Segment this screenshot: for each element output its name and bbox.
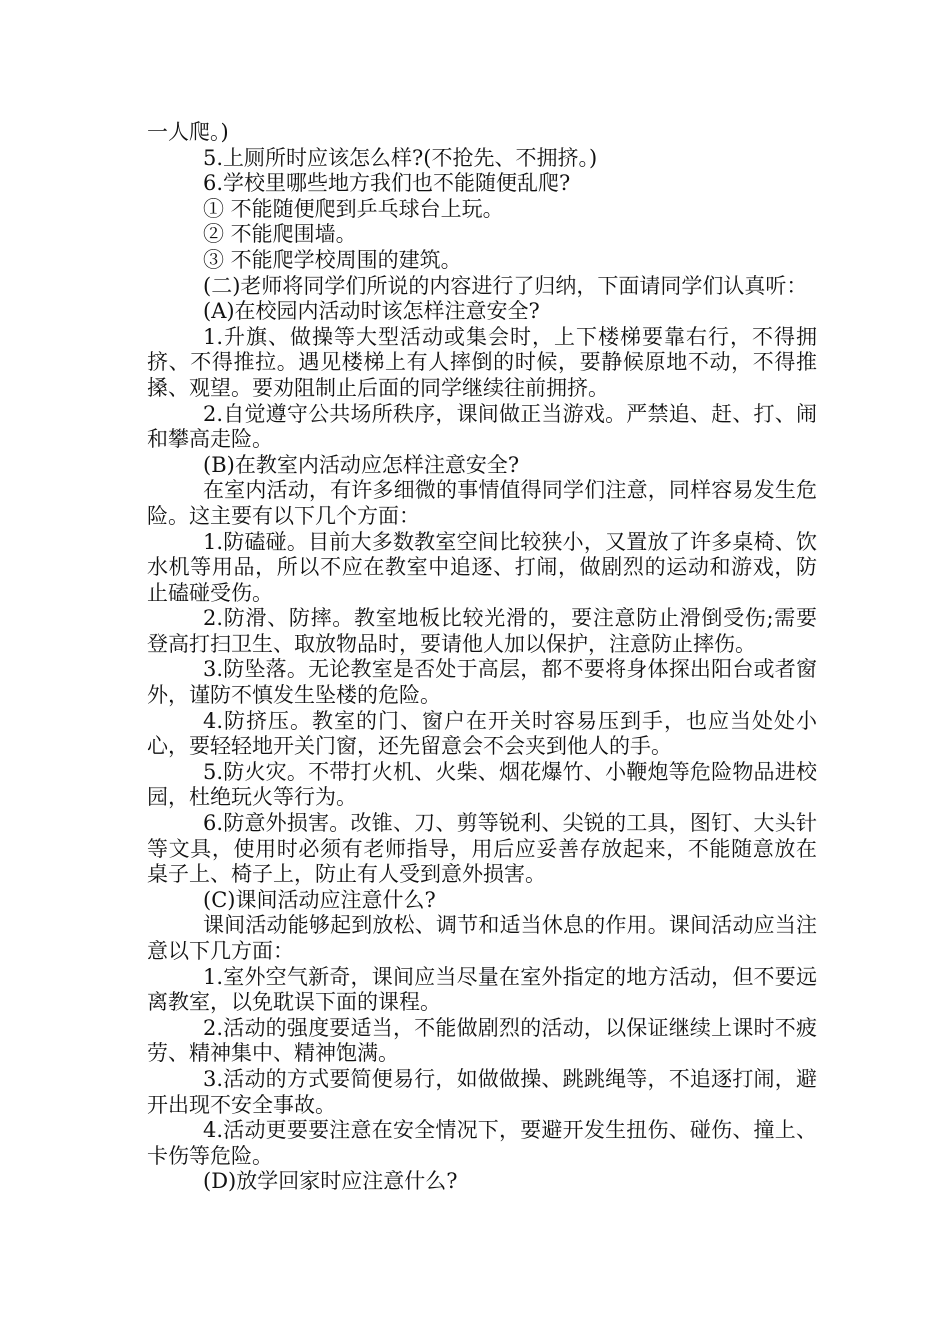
campus-rule-1: 1.升旗、做操等大型活动或集会时，上下楼梯要靠右行，不得拥挤、不得推拉。遇见楼梯上有人摔倒的时候，要静候原地不动，不得推搡、观望。要劝阻制止后面的同学继续往前拥挤。 xyxy=(147,324,817,400)
climbing-rule-2: ② 不能爬围墙。 xyxy=(203,222,357,247)
document-body xyxy=(147,120,817,1195)
question-6-climbing: 6.学校里哪些地方我们也不能随便乱爬? xyxy=(203,171,571,196)
paragraph-continuation: 一人爬。) xyxy=(147,120,229,144)
climbing-rule-1: ① 不能随便爬到乒乓球台上玩。 xyxy=(203,196,504,221)
section-2-summary: (二)老师将同学们所说的内容进行了归纳，下面请同学们认真听： xyxy=(203,273,808,298)
recess-rule-4: 4.活动更要要注意在安全情况下，要避开发生扭伤、碰伤、撞上、卡伤等危险。 xyxy=(147,1118,817,1168)
classroom-rule-1: 1.防磕碰。目前大多数教室空间比较狭小，又置放了许多桌椅、饮水机等用品，所以不应在教室中追逐、打闹，做剧烈的运动和游戏，防止磕碰受伤。 xyxy=(147,529,817,605)
climbing-rule-3: ③ 不能爬学校周围的建筑。 xyxy=(203,247,462,272)
campus-rule-2: 2.自觉遵守公共场所秩序，课间做正当游戏。严禁追、赶、打、闹和攀高走险。 xyxy=(147,401,817,452)
classroom-intro: 在室内活动，有许多细微的事情值得同学们注意，同样容易发生危险。这主要有以下几个方面： xyxy=(147,478,817,528)
heading-a-campus-safety: (A)在校园内活动时该怎样注意安全? xyxy=(203,299,540,324)
classroom-rule-3: 3.防坠落。无论教室是否处于高层，都不要将身体探出阳台或者窗外，谨防不慎发生坠楼的危险。 xyxy=(147,657,817,708)
classroom-rule-4: 4.防挤压。教室的门、窗户在开关时容易压到手，也应当处处小心，要轻轻地开关门窗，还先留意会不会夹到他人的手。 xyxy=(147,708,817,759)
classroom-rule-6: 6.防意外损害。改锥、刀、剪等锐利、尖锐的工具，图钉、大头针等文具，使用时必须有老师指导，用后应妥善存放起来，不能随意放在桌子上、椅子上，防止有人受到意外损害。 xyxy=(147,811,817,887)
recess-rule-3: 3.活动的方式要简便易行，如做做操、跳跳绳等，不追逐打闹，避开出现不安全事故。 xyxy=(147,1066,817,1117)
classroom-rule-2: 2.防滑、防摔。教室地板比较光滑的，要注意防止滑倒受伤;需要登高打扫卫生、取放物品时，要请他人加以保护，注意防止摔伤。 xyxy=(147,606,817,656)
recess-intro: 课间活动能够起到放松、调节和适当休息的作用。课间活动应当注意以下几方面： xyxy=(147,913,817,963)
recess-rule-2: 2.活动的强度要适当，不能做剧烈的活动，以保证继续上课时不疲劳、精神集中、精神饱满。 xyxy=(147,1015,817,1066)
classroom-rule-5: 5.防火灾。不带打火机、火柴、烟花爆竹、小鞭炮等危险物品进校园，杜绝玩火等行为。 xyxy=(147,759,817,810)
heading-b-classroom-safety: (B)在教室内活动应怎样注意安全? xyxy=(203,452,520,477)
recess-rule-1: 1.室外空气新奇，课间应当尽量在室外指定的地方活动，但不要远离教室，以免耽误下面的课程。 xyxy=(147,964,817,1015)
heading-d-going-home: (D)放学回家时应注意什么? xyxy=(203,1169,458,1194)
heading-c-recess: (C)课间活动应注意什么? xyxy=(203,887,436,912)
question-5-restroom: 5.上厕所时应该怎么样?(不抢先、不拥挤。) xyxy=(203,145,598,170)
